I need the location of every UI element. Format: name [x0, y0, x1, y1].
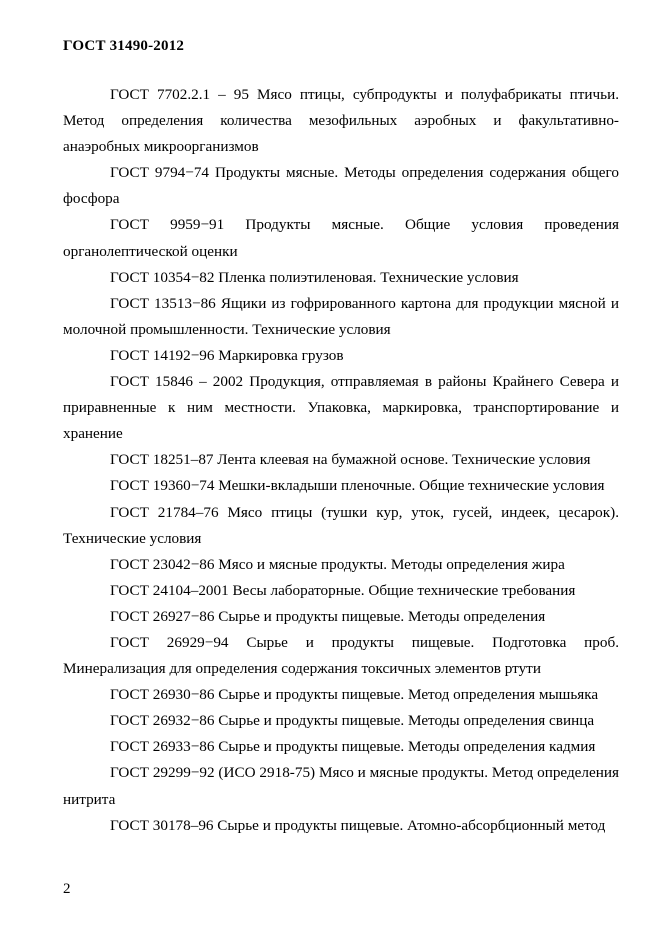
reference-item: ГОСТ 29299−92 (ИСО 2918-75) Мясо и мясные продукты. Метод определения нитрита	[63, 764, 619, 808]
reference-item: ГОСТ 26932−86 Сырье и продукты пищевые. Методы определения свинца	[110, 712, 595, 730]
reference-item: ГОСТ 9794−74 Продукты мясные. Методы определения содержания общего фосфора	[63, 164, 619, 208]
reference-item: ГОСТ 15846 – 2002 Продукция, отправляемая в районы Крайнего Севера и приравненные к ним местности. Упаковка, маркировка, транспортирование и хранение	[63, 373, 619, 443]
reference-item: ГОСТ 23042−86 Мясо и мясные продукты. Методы определения жира	[110, 555, 565, 573]
document-header: ГОСТ 31490-2012	[63, 38, 185, 54]
reference-item: ГОСТ 21784–76 Мясо птицы (тушки кур, уток, гусей, индеек, цесарок). Технические условия	[63, 503, 619, 547]
reference-item: ГОСТ 26930−86 Сырье и продукты пищевые. Метод определения мышьяка	[110, 686, 599, 704]
reference-item: ГОСТ 26933−86 Сырье и продукты пищевые. Методы определения кадмия	[110, 738, 596, 756]
reference-item: ГОСТ 18251–87 Лента клеевая на бумажной основе. Технические условия	[110, 451, 591, 469]
reference-item: ГОСТ 7702.2.1 – 95 Мясо птицы, субпродукты и полуфабрикаты птичьи. Метод определения количества мезофильных аэробных и факультативно- анаэробных микроорганизмов	[63, 86, 619, 156]
reference-item: ГОСТ 24104–2001 Весы лабораторные. Общие технические требования	[110, 581, 576, 599]
reference-item: ГОСТ 26927−86 Сырье и продукты пищевые. Методы определения	[110, 607, 546, 625]
references-list	[63, 82, 619, 839]
reference-item: ГОСТ 30178–96 Сырье и продукты пищевые. Атомно-абсорбционный метод	[110, 816, 606, 834]
reference-item: ГОСТ 9959−91 Продукты мясные. Общие условия проведения органолептической оценки	[63, 216, 619, 260]
reference-item: ГОСТ 19360−74 Мешки-вкладыши пленочные. Общие технические условия	[110, 477, 605, 495]
page-number: 2	[63, 881, 71, 897]
reference-item: ГОСТ 14192−96 Маркировка грузов	[110, 346, 344, 364]
reference-item: ГОСТ 10354−82 Пленка полиэтиленовая. Технические условия	[110, 268, 519, 286]
reference-item: ГОСТ 13513−86 Ящики из гофрированного картона для продукции мясной и молочной промышленности. Технические условия	[63, 294, 619, 338]
reference-item: ГОСТ 26929−94 Сырье и продукты пищевые. Подготовка проб. Минерализация для определения содержания токсичных элементов ртути	[63, 633, 619, 678]
